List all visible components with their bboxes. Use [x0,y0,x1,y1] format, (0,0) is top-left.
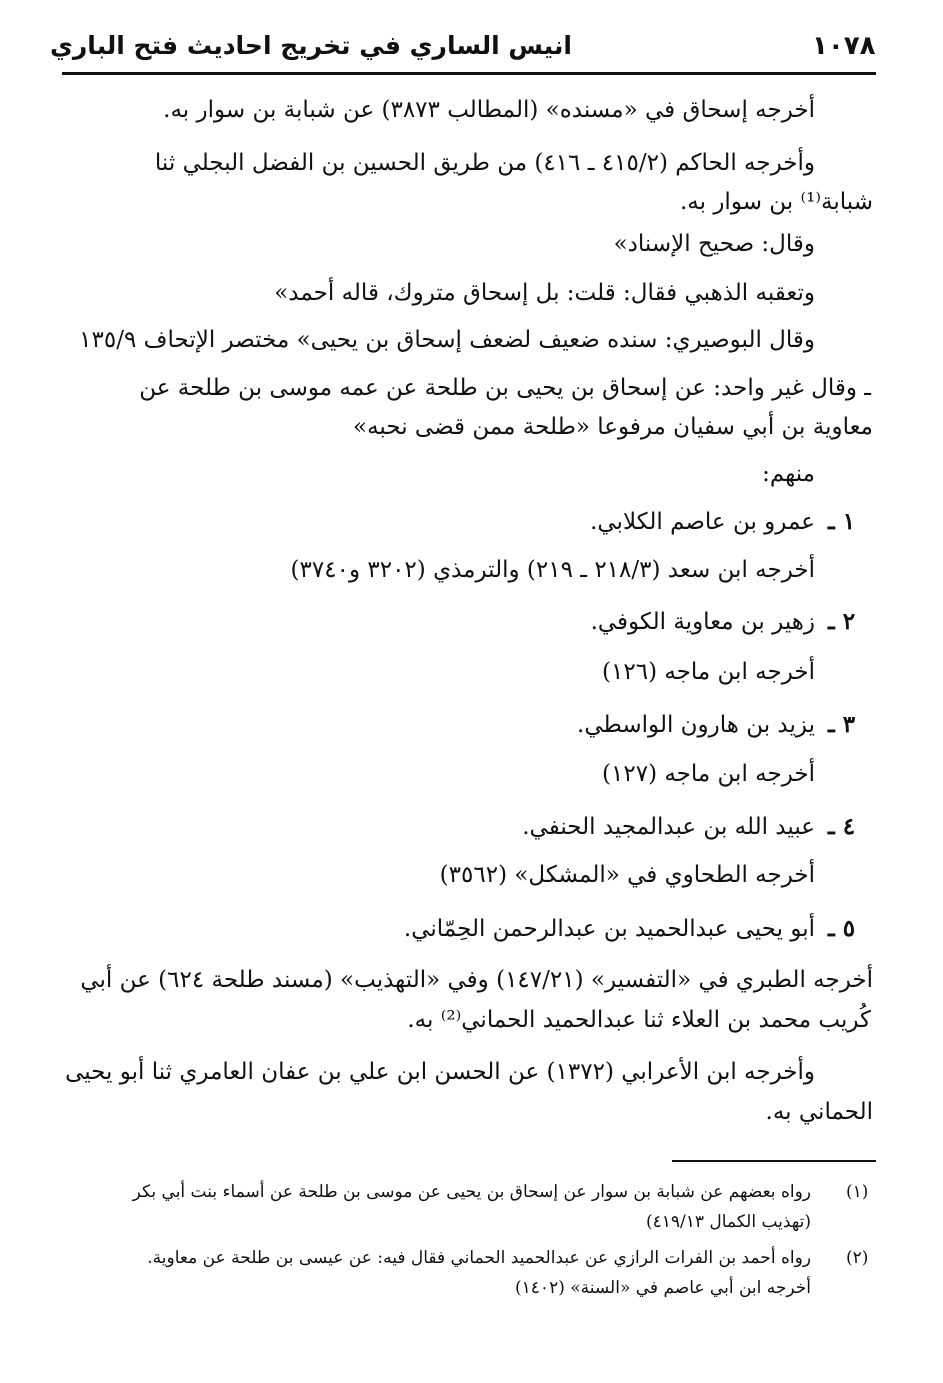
footnote-text: رواه بعضهم عن شبابة بن سوار عن إسحاق بن يحيى عن موسى بن طلحة عن أسماء بنت أبي بكر [132,1182,811,1202]
narrator-name: عمرو بن عاصم الكلابي. [590,509,815,535]
body-line: وقال البوصيري: سنده ضعيف لضعف إسحاق بن يحيى» مختصر الإتحاف ١٣٥/٩ [79,327,815,353]
list-number: ٣ ـ [828,711,856,738]
narrator-name: أبو يحيى عبدالحميد بن عبدالرحمن الحِمّاني. [403,916,815,942]
list-number: ٥ ـ [828,915,856,942]
footnote-marker: (٢) [846,1248,869,1268]
footnote-text: أخرجه ابن أبي عاصم في «السنة» (١٤٠٢) [515,1278,811,1298]
footnote-text: (تهذيب الكمال ٤١٩/١٣) [645,1212,811,1232]
body-line: الحماني به. [765,1099,873,1125]
body-line: معاوية بن أبي سفيان مرفوعا «طلحة ممن قضى نحبه» [353,414,873,440]
body-line: أخرجه إسحاق في «مسنده» (المطالب ٣٨٧٣) عن شبابة بن سوار به. [163,97,815,123]
body-line: كُريب محمد بن العلاء ثنا عبدالحميد الحماني⁽²⁾ به. [407,1007,871,1033]
footnote-separator [672,1160,876,1162]
body-line: وأخرجه ابن الأعرابي (١٣٧٢) عن الحسن ابن علي بن عفان العامري ثنا أبو يحيى [65,1059,815,1085]
list-number: ١ ـ [828,508,856,535]
narrator-name: عبيد الله بن عبدالمجيد الحنفي. [522,814,815,840]
body-line: ـ وقال غير واحد: عن إسحاق بن يحيى بن طلحة عن عمه موسى بن طلحة عن [139,375,871,401]
body-line: أخرجه ابن سعد (٢١٨/٣ ـ ٢١٩) والترمذي (٣٢٠٢ و٣٧٤٠) [290,557,815,583]
body-line: أخرجه الطحاوي في «المشكل» (٣٥٦٢) [439,862,815,888]
body-line: أخرجه ابن ماجه (١٢٧) [602,761,815,787]
page-number: ١٠٧٨ [812,31,876,61]
footnote-text: رواه أحمد بن الفرات الرازي عن عبدالحميد الحماني فقال فيه: عن عيسى بن طلحة عن معاوية. [147,1248,811,1268]
header-rule [62,72,876,75]
narrator-name: يزيد بن هارون الواسطي. [577,712,815,738]
list-number: ٢ ـ [828,608,856,635]
body-line: منهم: [762,461,815,487]
body-line: وتعقبه الذهبي فقال: قلت: بل إسحاق متروك، قاله أحمد» [274,280,815,306]
list-number: ٤ ـ [828,813,856,840]
narrator-name: زهير بن معاوية الكوفي. [590,609,815,635]
body-line: وأخرجه الحاكم (٤١٥/٢ ـ ٤١٦) من طريق الحسين بن الفضل البجلي ثنا [154,150,815,176]
body-line: وقال: صحيح الإسناد» [613,231,815,257]
body-line: شبابة⁽¹⁾ بن سوار به. [679,189,873,215]
footnote-marker: (١) [846,1182,869,1202]
running-header-title: انيس الساري في تخريج احاديث فتح الباري [50,31,572,60]
body-line: أخرجه الطبري في «التفسير» (١٤٧/٢١) وفي «التهذيب» (مسند طلحة ٦٢٤) عن أبي [80,967,873,993]
body-line: أخرجه ابن ماجه (١٢٦) [602,659,815,685]
